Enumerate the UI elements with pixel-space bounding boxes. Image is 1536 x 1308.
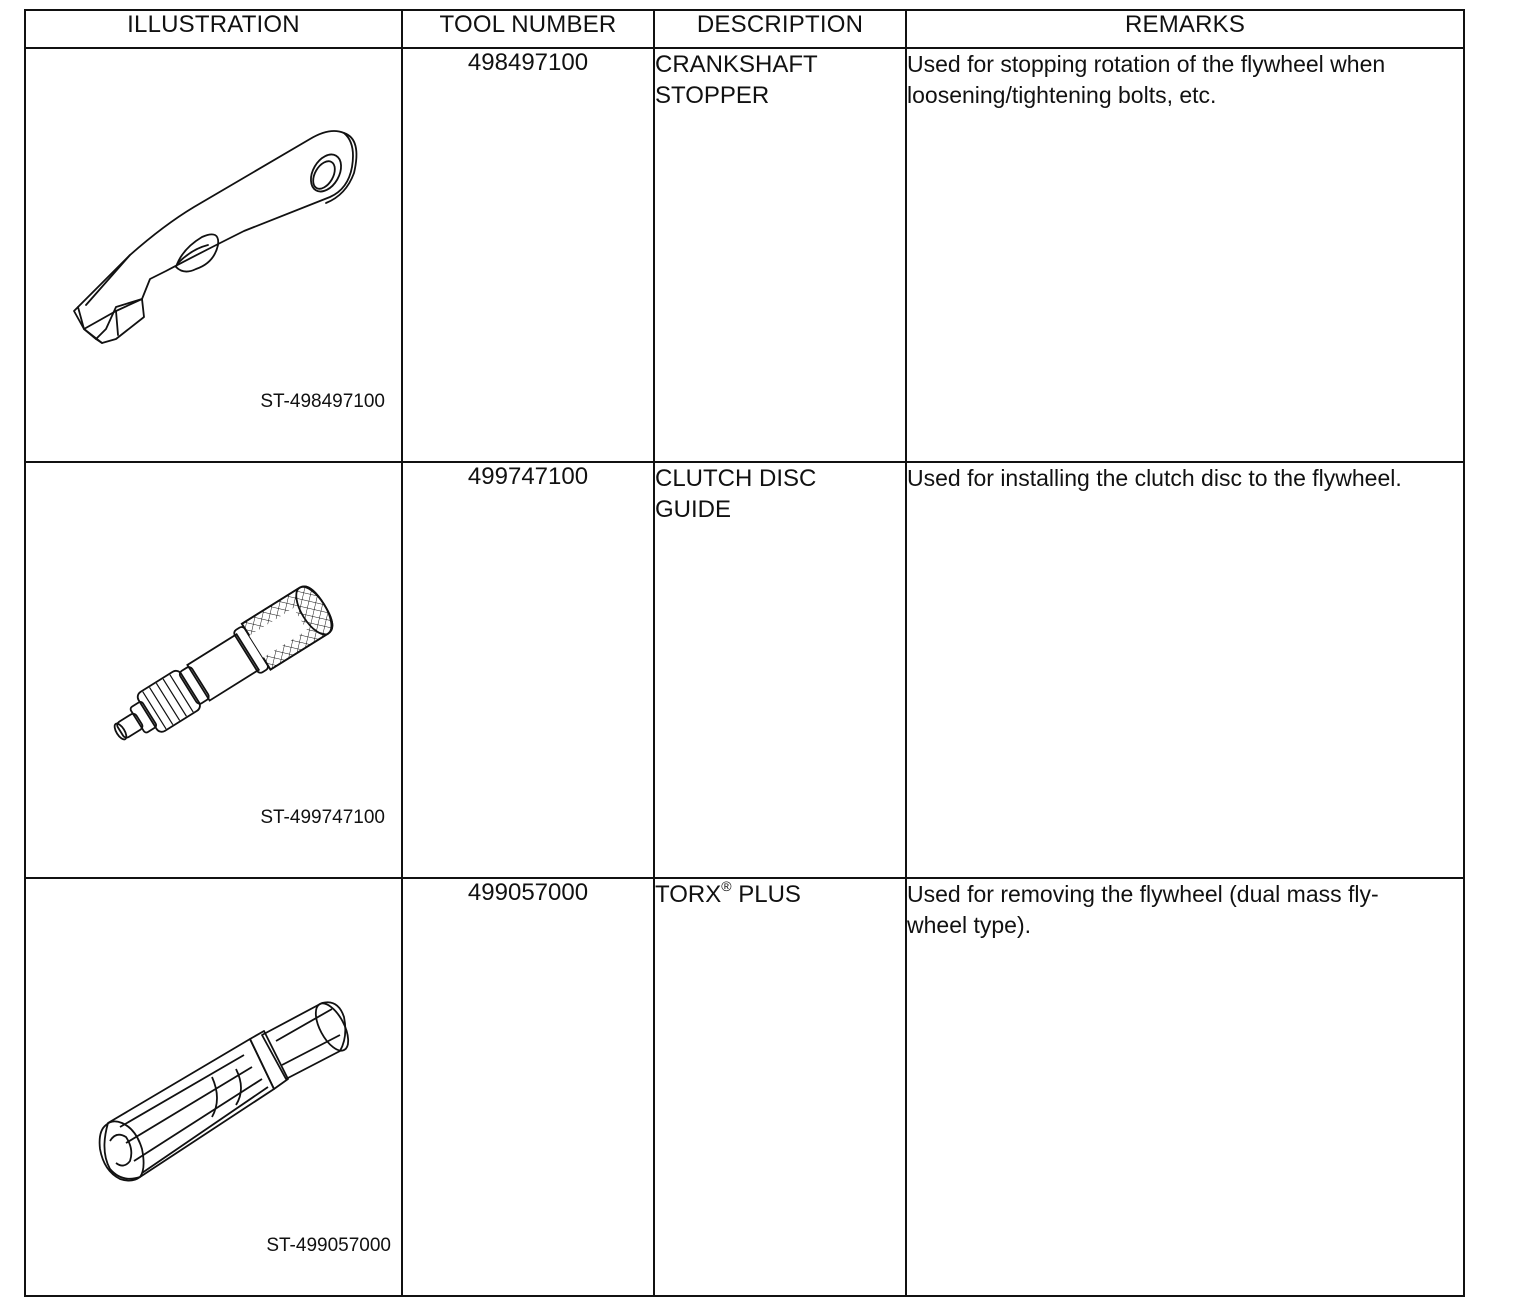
header-tool-number: TOOL NUMBER	[402, 10, 654, 48]
header-illustration: ILLUSTRATION	[25, 10, 402, 48]
table-row	[25, 878, 1464, 1296]
header-description: DESCRIPTION	[654, 10, 906, 48]
tool-number-cell: 499057000	[402, 878, 654, 1296]
illustration-cell	[25, 48, 402, 462]
torx-plus-bit-icon	[26, 879, 403, 1295]
description-main: TORX	[655, 881, 722, 908]
remarks-cell: Used for installing the clutch disc to the flywheel.	[906, 462, 1464, 878]
remarks-cell: Used for removing the flywheel (dual mass fly- wheel type).	[906, 878, 1464, 1296]
description-cell: CLUTCH DISC GUIDE	[654, 462, 906, 878]
illustration-label: ST-499747100	[260, 807, 385, 828]
header-remarks: REMARKS	[906, 10, 1464, 48]
table-row	[25, 462, 1464, 878]
description-cell: CRANKSHAFT STOPPER	[654, 48, 906, 462]
table-row	[25, 48, 1464, 462]
header-row	[25, 10, 1464, 48]
illustration-label: ST-498497100	[260, 391, 385, 412]
special-tools-table	[24, 9, 1465, 1297]
description-cell	[654, 878, 906, 1296]
illustration-cell	[25, 878, 402, 1296]
illustration-label: ST-499057000	[266, 1235, 391, 1256]
illustration-cell	[25, 462, 402, 878]
remarks-cell: Used for stopping rotation of the flywheel when loosening/tightening bolts, etc.	[906, 48, 1464, 462]
description-rest: PLUS	[731, 881, 801, 908]
tool-number-cell: 499747100	[402, 462, 654, 878]
registered-mark: ®	[721, 878, 732, 894]
tool-number-cell: 498497100	[402, 48, 654, 462]
